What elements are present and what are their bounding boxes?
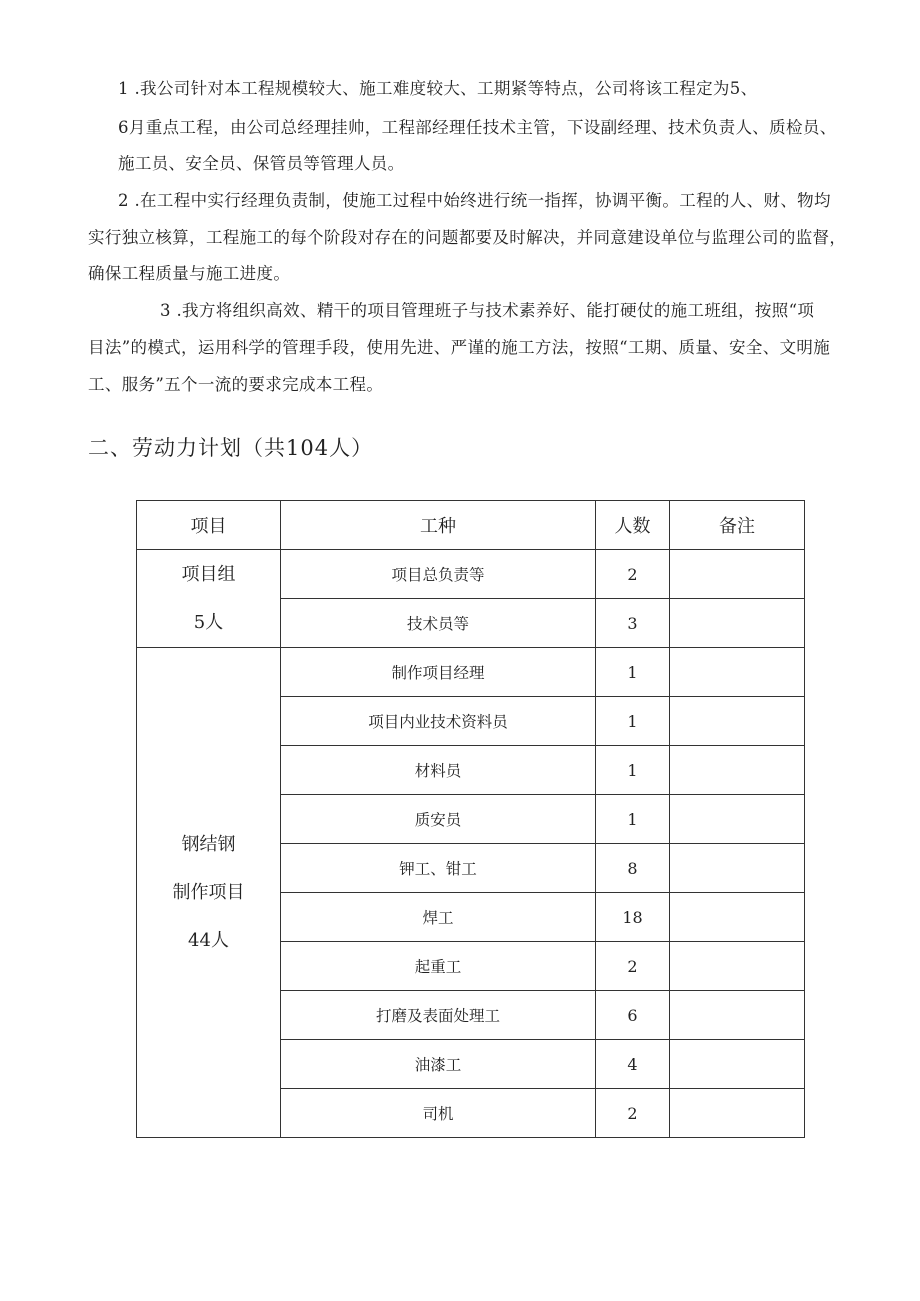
trade-cell: 技术员等 [281, 599, 596, 648]
count-cell: 2 [596, 1089, 670, 1138]
paragraph-1-line-3: 施工员、安全员、保管员等管理人员。 [118, 154, 405, 173]
count-cell: 4 [596, 1040, 670, 1089]
count-cell: 2 [596, 942, 670, 991]
count-cell: 2 [596, 550, 670, 599]
trade-cell: 项目内业技术资料员 [281, 697, 596, 746]
group-name-line-1: 钢结钢 [181, 833, 236, 855]
trade-cell: 油漆工 [281, 1040, 596, 1089]
count-cell: 1 [596, 648, 670, 697]
trade-cell: 材料员 [281, 746, 596, 795]
trade-cell: 司机 [281, 1089, 596, 1138]
header-count: 人数 [596, 501, 670, 550]
count-cell: 1 [596, 697, 670, 746]
count-cell: 1 [596, 795, 670, 844]
paragraph-1-line-2: 6月重点工程，由公司总经理挂帅，工程部经理任技术主管，下设副经理、技术负责人、质检员、 [118, 118, 837, 137]
header-project: 项目 [137, 501, 281, 550]
paragraph-3-line-2: 目法”的模式，运用科学的管理手段，使用先进、严谨的施工方法，按照“工期、质量、安全、文明施 [88, 338, 831, 357]
trade-cell: 质安员 [281, 795, 596, 844]
remarks-cell [670, 746, 805, 795]
remarks-cell [670, 550, 805, 599]
paragraph-2-line-2: 实行独立核算，工程施工的每个阶段对存在的问题都要及时解决，并同意建设单位与监理公司的监督， [88, 228, 847, 247]
remarks-cell [670, 1040, 805, 1089]
count-cell: 3 [596, 599, 670, 648]
remarks-cell [670, 942, 805, 991]
group-name: 项目组 [181, 563, 236, 585]
paragraph-3-line-1: 3 .我方将组织高效、精干的项目管理班子与技术素养好、能打硬仗的施工班组，按照“项 [160, 301, 815, 320]
paragraph-1-line-1: 1 .我公司针对本工程规模较大、施工难度较大、工期紧等特点，公司将该工程定为5、 [118, 79, 758, 98]
paragraph-2-line-1: 2 .在工程中实行经理负责制，使施工过程中始终进行统一指挥，协调平衡。工程的人、财、物均 [118, 191, 831, 210]
header-trade: 工种 [281, 501, 596, 550]
group-total: 5人 [193, 611, 224, 633]
group-steel-fabrication [137, 648, 281, 1138]
paragraph-2-line-3: 确保工程质量与施工进度。 [88, 264, 291, 283]
table-row [137, 550, 805, 599]
table-row [137, 648, 805, 697]
trade-cell: 项目总负责等 [281, 550, 596, 599]
count-cell: 8 [596, 844, 670, 893]
group-project-team [137, 550, 281, 648]
remarks-cell [670, 648, 805, 697]
table-header-row [137, 501, 805, 550]
remarks-cell [670, 697, 805, 746]
header-remarks: 备注 [670, 501, 805, 550]
trade-cell: 制作项目经理 [281, 648, 596, 697]
trade-cell: 起重工 [281, 942, 596, 991]
count-cell: 1 [596, 746, 670, 795]
labor-plan-table [136, 500, 805, 1138]
count-cell: 6 [596, 991, 670, 1040]
group-name-line-2: 制作项目 [172, 881, 245, 903]
section-heading: 二、劳动力计划（共104人） [88, 436, 374, 460]
paragraph-3-line-3: 工、服务”五个一流的要求完成本工程。 [88, 375, 384, 394]
trade-cell: 打磨及表面处理工 [281, 991, 596, 1040]
remarks-cell [670, 599, 805, 648]
remarks-cell [670, 991, 805, 1040]
remarks-cell [670, 795, 805, 844]
count-cell: 18 [596, 893, 670, 942]
remarks-cell [670, 1089, 805, 1138]
remarks-cell [670, 893, 805, 942]
trade-cell: 焊工 [281, 893, 596, 942]
remarks-cell [670, 844, 805, 893]
trade-cell: 钾工、钳工 [281, 844, 596, 893]
group-total: 44人 [188, 929, 229, 951]
